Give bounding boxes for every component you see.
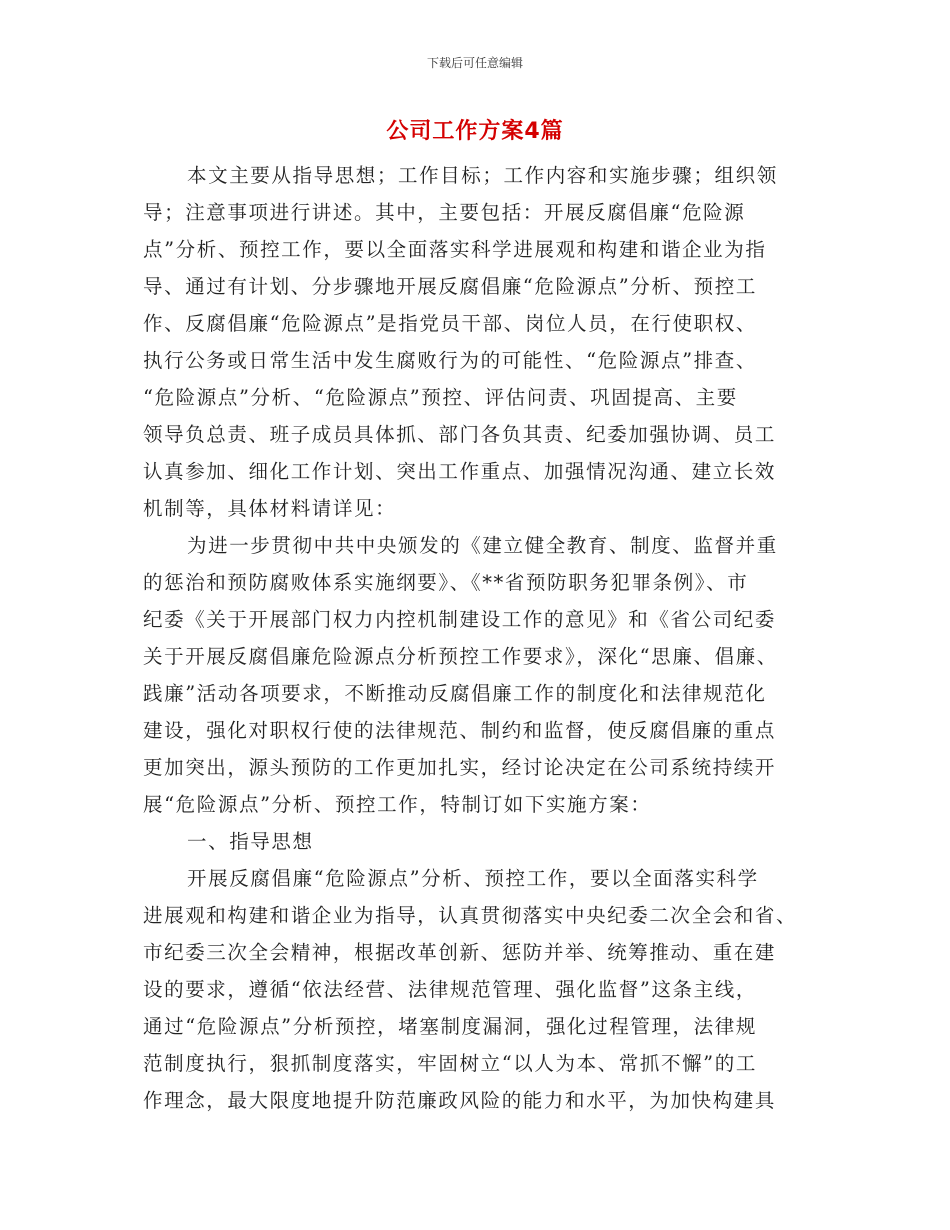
text-line: 市纪委三次全会精神，根据改革创新、惩防并举、统筹推动、重在建 — [143, 941, 777, 964]
text-line: 点”分析、预控工作，要以全面落实科学进展观和构建和谐企业为指 — [143, 238, 767, 261]
text-line: 作、反腐倡廉“危险源点”是指党员干部、岗位人员，在行使职权、 — [143, 312, 757, 335]
text-line: 导、通过有计划、分步骤地开展反腐倡廉“危险源点”分析、预控工 — [143, 275, 757, 298]
text-line: 践廉”活动各项要求，不断推动反腐倡廉工作的制度化和法律规范化 — [143, 682, 767, 705]
text-line: 认真参加、细化工作计划、突出工作重点、加强情况沟通、建立长效 — [143, 460, 777, 483]
text-line: 纪委《关于开展部门权力内控机制建设工作的意见》和《省公司纪委 — [143, 608, 777, 631]
text-line: 的惩治和预防腐败体系实施纲要》、《**省预防职务犯罪条例》、市 — [143, 571, 749, 594]
text-line: 关于开展反腐倡廉危险源点分析预控工作要求》，深化“思廉、倡廉、 — [143, 645, 778, 668]
text-line: 通过“危险源点”分析预控，堵塞制度漏洞，强化过程管理，法律规 — [143, 1015, 757, 1038]
text-line: 展“危险源点”分析、预控工作，特制订如下实施方案： — [143, 793, 652, 816]
text-line: “危险源点”分析、“危险源点”预控、评估问责、巩固提高、主要 — [143, 386, 738, 409]
text-line: 机制等，具体材料请详见： — [143, 497, 397, 520]
text-line: 导；注意事项进行讲述。其中，主要包括：开展反腐倡廉“危险源 — [143, 201, 746, 224]
text-line: 建设，强化对职权行使的法律规范、制约和监督，使反腐倡廉的重点 — [143, 719, 777, 742]
text-line: 一、指导思想 — [187, 830, 314, 853]
text-line: 设的要求，遵循“依法经营、法律规范管理、强化监督”这条主线， — [143, 978, 757, 1001]
document-title: 公司工作方案4篇 — [386, 119, 564, 144]
text-line: 领导负总责、班子成员具体抓、部门各负其责、纪委加强协调、员工 — [143, 423, 777, 446]
text-line: 本文主要从指导思想；工作目标；工作内容和实施步骤；组织领 — [187, 164, 778, 187]
text-line: 更加突出，源头预防的工作更加扎实，经讨论决定在公司系统持续开 — [143, 756, 777, 779]
text-line: 为进一步贯彻中共中央颁发的《建立健全教育、制度、监督并重 — [187, 534, 778, 557]
text-line: 作理念，最大限度地提升防范廉政风险的能力和水平，为加快构建具 — [143, 1089, 777, 1112]
text-line: 进展观和构建和谐企业为指导，认真贯彻落实中央纪委二次全会和省、 — [143, 904, 798, 927]
header-note: 下载后可任意编辑 — [426, 56, 523, 70]
text-line: 开展反腐倡廉“危险源点”分析、预控工作，要以全面落实科学 — [187, 867, 759, 890]
text-line: 范制度执行，狠抓制度落实，牢固树立“以人为本、常抓不懈”的工 — [143, 1052, 757, 1075]
text-line: 执行公务或日常生活中发生腐败行为的可能性、“危险源点”排查、 — [143, 349, 757, 372]
document-body — [143, 157, 807, 1119]
